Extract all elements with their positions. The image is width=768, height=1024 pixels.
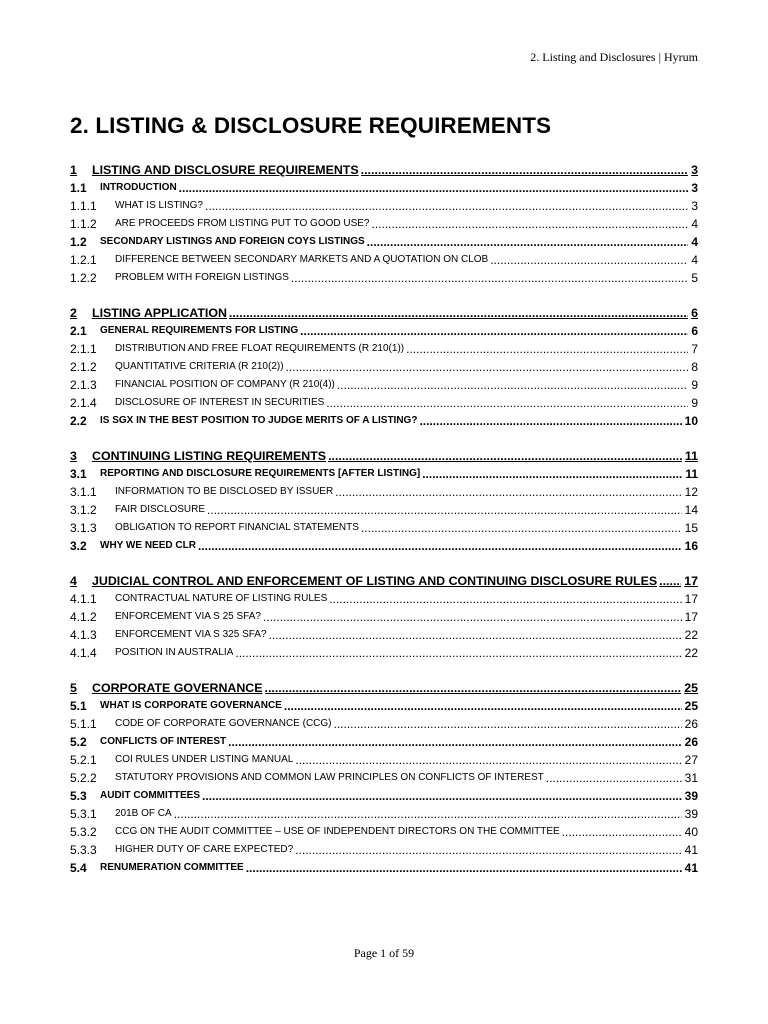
page-number-footer: Page 1 of 59 [353, 946, 415, 960]
toc-entry-title: INFORMATION TO BE DISCLOSED BY ISSUER [115, 486, 334, 497]
dot-leader [269, 628, 682, 642]
toc-entry-number: 1.2.2 [70, 271, 97, 285]
toc-entry[interactable] [70, 356, 698, 374]
toc-entry-number: 3.2 [70, 539, 87, 553]
toc-entry-number: 5.1.1 [70, 717, 97, 731]
toc-entry[interactable] [70, 499, 698, 517]
toc-entry-title: CONTINUING LISTING REQUIREMENTS [92, 449, 327, 463]
toc-entry-page: 22 [684, 628, 698, 642]
toc-entry-number: 5.3 [70, 789, 87, 803]
toc-entry[interactable] [70, 299, 698, 320]
toc-entry-number: 5.3.2 [70, 825, 97, 839]
toc-entry[interactable] [70, 567, 698, 588]
toc-entry[interactable] [70, 839, 698, 857]
dot-leader [205, 199, 688, 213]
dot-leader [228, 735, 682, 749]
toc-entry-title: WHAT IS LISTING? [115, 200, 203, 211]
toc-entry-number: 5.2.1 [70, 753, 97, 767]
toc-entry-page: 11 [685, 467, 698, 481]
toc-entry-number: 2.1.1 [70, 342, 97, 356]
toc-entry-page: 17 [684, 592, 698, 606]
dot-leader [546, 771, 682, 785]
toc-entry-title: FAIR DISCLOSURE [115, 504, 206, 515]
toc-entry-title: DISTRIBUTION AND FREE FLOAT REQUIREMENTS (R 210(1)) [115, 343, 405, 354]
toc-entry[interactable] [70, 249, 698, 267]
toc-entry-title: JUDICIAL CONTROL AND ENFORCEMENT OF LISTING AND CONTINUING DISCLOSURE RULES [92, 574, 658, 588]
dot-leader [265, 681, 682, 695]
toc-entry-title: FINANCIAL POSITION OF COMPANY (R 210(4)) [115, 379, 335, 390]
toc-entry-title: OBLIGATION TO REPORT FINANCIAL STATEMENTS [115, 522, 359, 533]
toc-entry-number: 1 [70, 163, 77, 177]
toc-entry-number: 3.1 [70, 467, 87, 481]
toc-entry-number: 1.2.1 [70, 253, 97, 267]
toc-entry-title: ENFORCEMENT VIA S 25 SFA? [115, 611, 261, 622]
dot-leader [207, 503, 682, 517]
toc-entry-title: INTRODUCTION [100, 182, 177, 193]
toc-entry[interactable] [70, 374, 698, 392]
toc-entry-page: 5 [691, 271, 698, 285]
toc-entry-page: 8 [691, 360, 698, 374]
toc-entry[interactable] [70, 535, 698, 553]
dot-leader [422, 467, 682, 481]
toc-entry-page: 9 [691, 396, 698, 410]
toc-entry-page: 39 [684, 789, 698, 803]
dot-leader [329, 592, 681, 606]
toc-entry-page: 16 [684, 539, 698, 553]
toc-entry[interactable] [70, 517, 698, 535]
toc-entry[interactable] [70, 731, 698, 749]
toc-entry[interactable] [70, 481, 698, 499]
table-of-contents [70, 156, 698, 875]
running-header: 2. Listing and Disclosures | Hyrum [530, 50, 698, 64]
toc-entry-page: 11 [684, 449, 698, 463]
toc-entry[interactable] [70, 803, 698, 821]
toc-entry-number: 1.1 [70, 181, 87, 195]
toc-entry-page: 40 [684, 825, 698, 839]
dot-leader [246, 861, 682, 875]
toc-entry[interactable] [70, 213, 698, 231]
toc-entry-page: 25 [684, 699, 698, 713]
toc-entry-number: 2.1.4 [70, 396, 97, 410]
toc-entry-number: 5.2 [70, 735, 87, 749]
dot-leader [198, 539, 682, 553]
toc-entry-number: 5.2.2 [70, 771, 97, 785]
dot-leader [235, 646, 681, 660]
toc-entry-number: 2 [70, 306, 77, 320]
toc-entry-page: 25 [684, 681, 698, 695]
toc-entry-title: ARE PROCEEDS FROM LISTING PUT TO GOOD USE? [115, 218, 370, 229]
toc-entry-title: CODE OF CORPORATE GOVERNANCE (CCG) [115, 718, 332, 729]
toc-entry-page: 3 [691, 181, 698, 195]
dot-leader [179, 181, 689, 195]
toc-entry-title: 201B OF CA [115, 808, 172, 819]
toc-entry-number: 4.1.2 [70, 610, 97, 624]
toc-entry-page: 15 [684, 521, 698, 535]
dot-leader [367, 235, 689, 249]
dot-leader [229, 306, 688, 320]
toc-entry-page: 41 [684, 843, 698, 857]
toc-entry-page: 31 [684, 771, 698, 785]
toc-entry-number: 1.2 [70, 235, 87, 249]
dot-leader [328, 449, 682, 463]
toc-entry-number: 2.1.2 [70, 360, 97, 374]
toc-entry-number: 1.1.2 [70, 217, 97, 231]
toc-entry-title: DIFFERENCE BETWEEN SECONDARY MARKETS AND A QUOTATION ON CLOB [115, 254, 489, 265]
toc-entry-number: 2.1.3 [70, 378, 97, 392]
dot-leader [295, 843, 681, 857]
toc-entry-title: CONFLICTS OF INTEREST [100, 736, 227, 747]
toc-entry-title: STATUTORY PROVISIONS AND COMMON LAW PRINCIPLES ON CONFLICTS OF INTEREST [115, 772, 544, 783]
toc-entry-page: 9 [691, 378, 698, 392]
toc-entry-page: 6 [691, 306, 698, 320]
dot-leader [300, 324, 688, 338]
toc-entry-title: LISTING APPLICATION [92, 306, 227, 320]
toc-entry-page: 4 [691, 217, 698, 231]
toc-entry-title: HIGHER DUTY OF CARE EXPECTED? [115, 844, 294, 855]
dot-leader [361, 521, 682, 535]
toc-entry[interactable] [70, 392, 698, 410]
dot-leader [335, 485, 681, 499]
toc-entry-page: 39 [684, 807, 698, 821]
toc-entry-page: 17 [684, 610, 698, 624]
toc-entry-title: AUDIT COMMITTEES [100, 790, 200, 801]
dot-leader [334, 717, 682, 731]
dot-leader [490, 253, 688, 267]
toc-entry[interactable] [70, 588, 698, 606]
toc-entry[interactable] [70, 195, 698, 213]
toc-entry-number: 1.1.1 [70, 199, 97, 213]
toc-entry-page: 27 [684, 753, 698, 767]
toc-entry-page: 4 [691, 235, 698, 249]
dot-leader [562, 825, 682, 839]
dot-leader [419, 414, 681, 428]
toc-entry[interactable] [70, 267, 698, 285]
dot-leader [202, 789, 682, 803]
toc-entry-number: 5 [70, 681, 77, 695]
toc-entry[interactable] [70, 785, 698, 803]
toc-entry[interactable] [70, 674, 698, 695]
toc-entry[interactable] [70, 463, 698, 481]
dot-leader [295, 753, 681, 767]
toc-entry-page: 26 [684, 717, 698, 731]
toc-entry[interactable] [70, 320, 698, 338]
toc-entry[interactable] [70, 713, 698, 731]
toc-entry-title: WHY WE NEED CLR [100, 540, 196, 551]
toc-entry[interactable] [70, 442, 698, 463]
toc-entry-page: 12 [684, 485, 698, 499]
toc-entry-number: 4 [70, 574, 77, 588]
toc-entry-number: 2.1 [70, 324, 87, 338]
toc-entry-title: WHAT IS CORPORATE GOVERNANCE [100, 700, 282, 711]
toc-entry-number: 4.1.1 [70, 592, 97, 606]
toc-entry-title: LISTING AND DISCLOSURE REQUIREMENTS [92, 163, 359, 177]
toc-entry-title: DISCLOSURE OF INTEREST IN SECURITIES [115, 397, 325, 408]
toc-entry[interactable] [70, 749, 698, 767]
toc-entry-number: 3.1.3 [70, 521, 97, 535]
toc-entry-title: QUANTITATIVE CRITERIA (R 210(2)) [115, 361, 284, 372]
toc-entry-page: 41 [684, 861, 698, 875]
toc-entry-title: SECONDARY LISTINGS AND FOREIGN COYS LISTINGS [100, 236, 365, 247]
toc-entry-title: PROBLEM WITH FOREIGN LISTINGS [115, 272, 289, 283]
toc-entry-page: 14 [684, 503, 698, 517]
toc-entry-title: POSITION IN AUSTRALIA [115, 647, 234, 658]
toc-entry-page: 22 [684, 646, 698, 660]
toc-entry-title: IS SGX IN THE BEST POSITION TO JUDGE MERITS OF A LISTING? [100, 415, 418, 426]
toc-entry[interactable] [70, 231, 698, 249]
toc-entry-title: ENFORCEMENT VIA S 325 SFA? [115, 629, 267, 640]
dot-leader [337, 378, 688, 392]
toc-entry-number: 2.2 [70, 414, 87, 428]
dot-leader [291, 271, 688, 285]
toc-entry-page: 17 [684, 574, 698, 588]
toc-entry-page: 4 [691, 253, 698, 267]
toc-entry[interactable] [70, 606, 698, 624]
toc-entry-title: CORPORATE GOVERNANCE [92, 681, 263, 695]
toc-entry-page: 3 [691, 199, 698, 213]
toc-entry-page: 3 [691, 163, 698, 177]
dot-leader [263, 610, 682, 624]
toc-entry-title: REPORTING AND DISCLOSURE REQUIREMENTS [AFTER LISTING] [100, 468, 421, 479]
toc-entry-title: CCG ON THE AUDIT COMMITTEE – USE OF INDEPENDENT DIRECTORS ON THE COMMITTEE [115, 826, 560, 837]
toc-entry[interactable] [70, 177, 698, 195]
document-title: 2. LISTING & DISCLOSURE REQUIREMENTS [70, 113, 552, 138]
toc-entry-title: GENERAL REQUIREMENTS FOR LISTING [100, 325, 299, 336]
dot-leader [659, 574, 681, 588]
toc-entry-number: 5.1 [70, 699, 87, 713]
toc-entry[interactable] [70, 410, 698, 428]
dot-leader [286, 360, 689, 374]
toc-entry-number: 5.3.3 [70, 843, 97, 857]
toc-entry-number: 3.1.2 [70, 503, 97, 517]
toc-entry-number: 4.1.3 [70, 628, 97, 642]
toc-entry-page: 6 [691, 324, 698, 338]
toc-entry-page: 10 [684, 414, 698, 428]
toc-entry-title: CONTRACTUAL NATURE OF LISTING RULES [115, 593, 328, 604]
toc-entry-number: 3.1.1 [70, 485, 97, 499]
dot-leader [406, 342, 688, 356]
toc-entry-number: 5.3.1 [70, 807, 97, 821]
toc-entry[interactable] [70, 338, 698, 356]
toc-entry-title: COI RULES UNDER LISTING MANUAL [115, 754, 294, 765]
dot-leader [174, 807, 682, 821]
toc-entry-page: 26 [684, 735, 698, 749]
dot-leader [284, 699, 682, 713]
dot-leader [372, 217, 689, 231]
toc-entry[interactable] [70, 695, 698, 713]
toc-entry[interactable] [70, 767, 698, 785]
toc-entry[interactable] [70, 821, 698, 839]
toc-entry-number: 4.1.4 [70, 646, 97, 660]
toc-entry-page: 7 [691, 342, 698, 356]
toc-entry[interactable] [70, 642, 698, 660]
dot-leader [326, 396, 688, 410]
dot-leader [361, 163, 688, 177]
toc-entry-number: 3 [70, 449, 77, 463]
toc-entry[interactable] [70, 156, 698, 177]
toc-entry[interactable] [70, 857, 698, 875]
toc-entry-title: RENUMERATION COMMITTEE [100, 862, 244, 873]
toc-entry-number: 5.4 [70, 861, 87, 875]
toc-entry[interactable] [70, 624, 698, 642]
